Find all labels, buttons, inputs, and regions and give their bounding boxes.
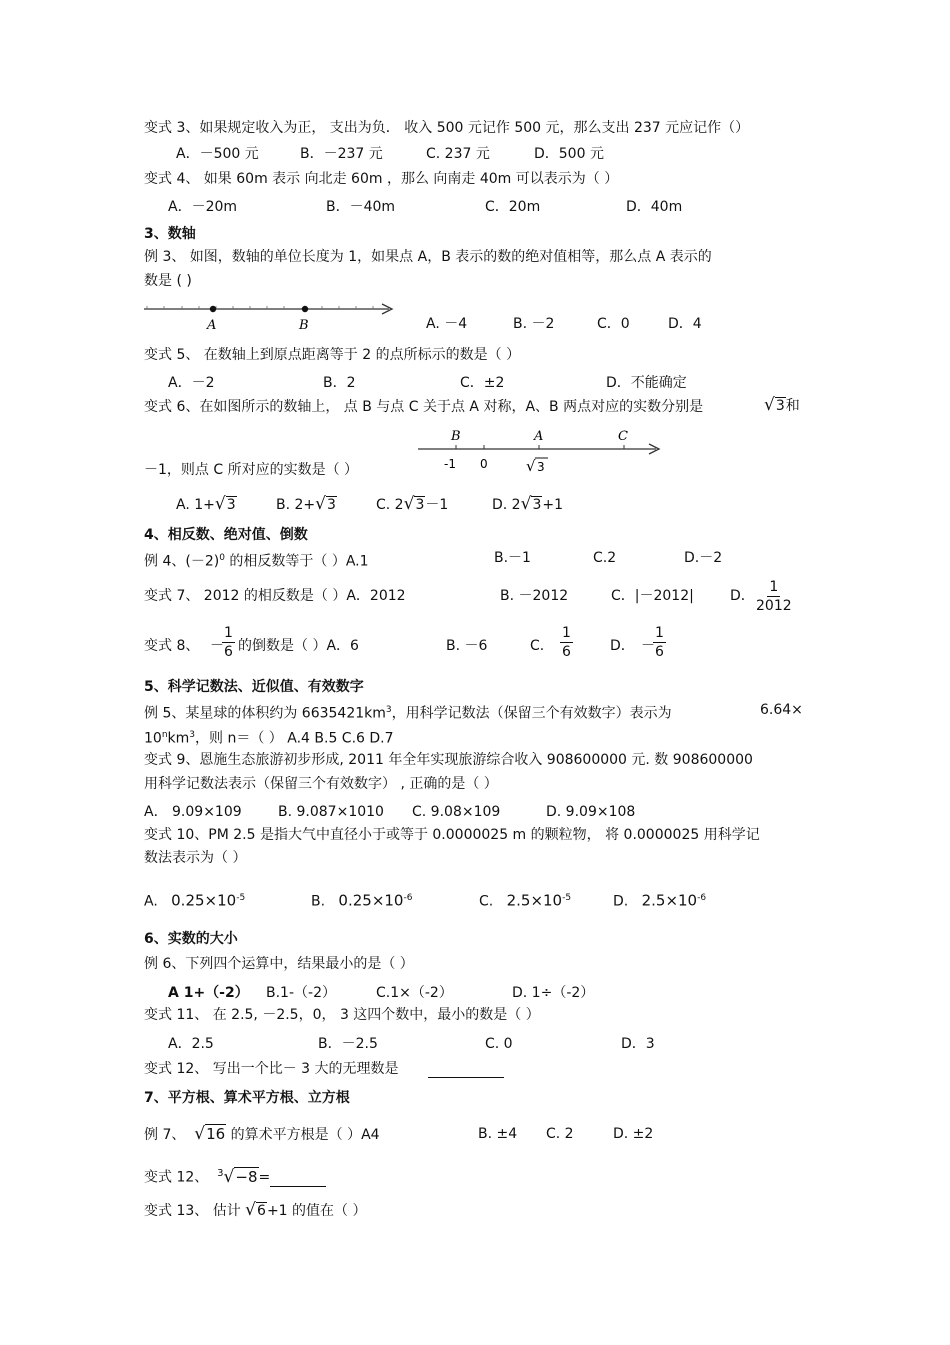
q-v9-opt-b: B. 9.087×1010	[278, 804, 384, 820]
q-v11-opt-a: A．2.5	[168, 1036, 214, 1052]
q-v4-opt-d: D．40m	[626, 199, 683, 215]
q-v9-line1: 变式 9、恩施生态旅游初步形成, 2011 年全年实现旅游综合收入 908600000 元. 数 908600000	[144, 752, 753, 768]
q-v5-opt-a: A．－2	[168, 375, 215, 391]
ex4-opt-d: D.－2	[684, 550, 723, 566]
point-b	[302, 306, 308, 312]
section-5-title: 5、科学记数法、近似值、有效数字	[144, 679, 364, 695]
q-v10-line1: 变式 10、PM 2.5 是指大气中直径小于或等于 0.0000025 m 的颗粒物， 将 0.0000025 用科学记	[144, 827, 760, 843]
section-6-title: 6、实数的大小	[144, 931, 238, 947]
section-7-title: 7、平方根、算术平方根、立方根	[144, 1090, 350, 1106]
q-v11-text: 变式 11、 在 2.5, －2.5，0， 3 这四个数中，最小的数是（ ）	[144, 1007, 540, 1023]
q-v7-opt-d-fraction: $\frac{1}{2012}$	[756, 579, 792, 614]
q-v6-opt-b: B. 2+√3	[276, 494, 336, 514]
q-v11-opt-d: D．3	[621, 1036, 655, 1052]
q-v3-opt-c: C. 237 元	[426, 146, 490, 162]
point-b-label: B	[299, 318, 309, 333]
q-v8-fraction: $\frac{1}{6}$	[224, 625, 233, 660]
q-v7-opt-d: D．	[730, 588, 755, 604]
q-v5-opt-b: B．2	[323, 375, 356, 391]
axis-tick-sqrt3-arg: 3	[537, 460, 545, 474]
q-v5-opt-d: D．不能确定	[606, 375, 687, 391]
q-v3-text: 变式 3、如果规定收入为正， 支出为负． 收入 500 元记作 500 元，那么支出 237 元应记作（）	[144, 120, 750, 136]
section-3-title: 3、数轴	[144, 226, 196, 242]
ex6-opt-a: A 1+（-2）	[168, 985, 249, 1001]
q-v12-text: 变式 12、 写出一个比－ 3 大的无理数是	[144, 1061, 399, 1077]
q-v8-opt-b: B. －6	[446, 638, 488, 654]
ex6-text: 例 6、下列四个运算中，结果最小的是（ ）	[144, 956, 414, 972]
q-v5-opt-c: C．±2	[460, 375, 505, 391]
q-v12b-answer-blank[interactable]	[270, 1170, 326, 1187]
q-v9-line2: 用科学记数法表示（保留三个有效数字） , 正确的是（ ）	[144, 776, 498, 792]
point-a	[210, 306, 216, 312]
q-v8-pre: 变式 8、	[144, 638, 200, 654]
point-a-label: A	[207, 318, 217, 333]
q-v6-line1: 变式 6、在如图所示的数轴上， 点 B 与点 C 关于点 A 对称，A、B 两点对应的实数分别是	[144, 399, 704, 415]
q-v10-opt-a: A. $0.25\times 10^{-5}$	[144, 891, 246, 910]
q-v10-line2: 数法表示为（ ）	[144, 850, 247, 866]
q-v8-opt-d-label: D．	[610, 638, 635, 654]
number-line-v6	[416, 425, 666, 480]
q-v6-sqrt3: √3和	[764, 395, 800, 415]
ex7-opt-b: B. ±4	[478, 1126, 518, 1142]
ex3-opt-a: A. －4	[426, 316, 468, 332]
q-v8-opt-c-fraction: $\frac{1}{6}$	[562, 625, 571, 660]
q-v7-opt-b: B. －2012	[500, 588, 569, 604]
axis-label-a: A	[534, 429, 544, 444]
axis-tick-sqrt3-radical: √	[526, 457, 536, 475]
q-v13-text: 变式 13、 估计 √6+1 的值在（ ）	[144, 1200, 367, 1220]
ex5-line2: $10^nkm^3$，则 n＝（ ） A.4 B.5 C.6 D.7	[144, 730, 394, 747]
ex5-line1-end: 6.64×	[760, 702, 803, 718]
section-4-title: 4、相反数、绝对值、倒数	[144, 527, 308, 543]
ex4-text: 例 4、$(-2)^0$ 的相反数等于（ ）A.1	[144, 553, 369, 570]
q-v8-opt-d-fraction: $\frac{1}{6}$	[655, 625, 664, 660]
ex3-line1: 例 3、 如图，数轴的单位长度为 1，如果点 A，B 表示的数的绝对值相等，那么点 A 表示的	[144, 249, 712, 265]
q-v4-opt-a: A．－20m	[168, 199, 238, 215]
ex4-opt-b: B.－1	[494, 550, 531, 566]
q-v4-text: 变式 4、 如果 60m 表示 向北走 60m ，那么 向南走 40m 可以表示为（ ）	[144, 171, 619, 187]
q-v10-opt-c: C. $2.5\times 10^{-5}$	[479, 891, 572, 910]
axis-tick-minus-one: -1	[444, 457, 456, 471]
q-v6-line2: －1，则点 C 所对应的实数是（ ）	[144, 462, 359, 478]
q-v12-answer-blank[interactable]	[428, 1060, 504, 1078]
ex7-opt-c: C. 2	[546, 1126, 574, 1142]
q-v7-text: 变式 7、 2012 的相反数是（ ）A．2012	[144, 588, 406, 604]
q-v3-opt-d: D．500 元	[534, 146, 604, 162]
q-v9-opt-c: C. 9.08×109	[412, 804, 501, 820]
ex3-opt-b: B. －2	[513, 316, 555, 332]
q-v8-opt-d-minus: －	[641, 638, 655, 654]
q-v10-opt-d: D. $2.5\times 10^{-6}$	[613, 891, 707, 910]
axis-label-b: B	[451, 429, 461, 444]
q-v6-opt-d: D. 2√3+1	[492, 494, 563, 514]
q-v4-opt-b: B．－40m	[326, 199, 396, 215]
ex7-text: 例 7、 √16 的算术平方根是（ ）A4	[144, 1124, 380, 1144]
ex5-line1: 例 5、某星球的体积约为 $6635421km^3$，用科学记数法（保留三个有效数字）表示为	[144, 705, 672, 722]
ex6-opt-d: D. 1÷（-2）	[512, 985, 595, 1001]
q-v6-opt-a: A. 1+√3	[176, 494, 236, 514]
q-v9-opt-a: A． 9.09×109	[144, 804, 242, 820]
q-v6-opt-c: C. 2√3－1	[376, 494, 449, 514]
ex6-opt-c: C.1×（-2）	[376, 985, 453, 1001]
axis-label-c: C	[618, 429, 628, 444]
q-v11-opt-c: C. 0	[485, 1036, 513, 1052]
q-v9-opt-d: D. 9.09×108	[546, 804, 636, 820]
ex7-opt-d: D. ±2	[613, 1126, 654, 1142]
ex3-opt-c: C．0	[597, 316, 630, 332]
ex3-line2: 数是 ( )	[144, 273, 192, 289]
axis-tick-zero: 0	[480, 457, 488, 471]
ex3-opt-d: D．4	[668, 316, 702, 332]
q-v11-opt-b: B．－2.5	[318, 1036, 378, 1052]
q-v3-opt-a: A．－500 元	[176, 146, 259, 162]
ex4-opt-c: C.2	[593, 550, 617, 566]
q-v7-opt-c: C．|－2012|	[611, 588, 694, 604]
q-v5-text: 变式 5、 在数轴上到原点距离等于 2 的点所标示的数是（ ）	[144, 347, 521, 363]
q-v8-post: 的倒数是（ ）A．6	[238, 638, 359, 654]
q-v12b-text: 变式 12、 $^3$√−8=	[144, 1165, 326, 1187]
q-v3-opt-b: B．－237 元	[300, 146, 383, 162]
ex6-opt-b: B.1-（-2）	[266, 985, 336, 1001]
q-v8-opt-c-label: C.	[530, 638, 545, 654]
q-v8-minus: －	[210, 638, 224, 654]
q-v10-opt-b: B. $0.25\times 10^{-6}$	[311, 891, 413, 910]
number-line-ex3	[144, 298, 396, 334]
q-v4-opt-c: C．20m	[485, 199, 541, 215]
